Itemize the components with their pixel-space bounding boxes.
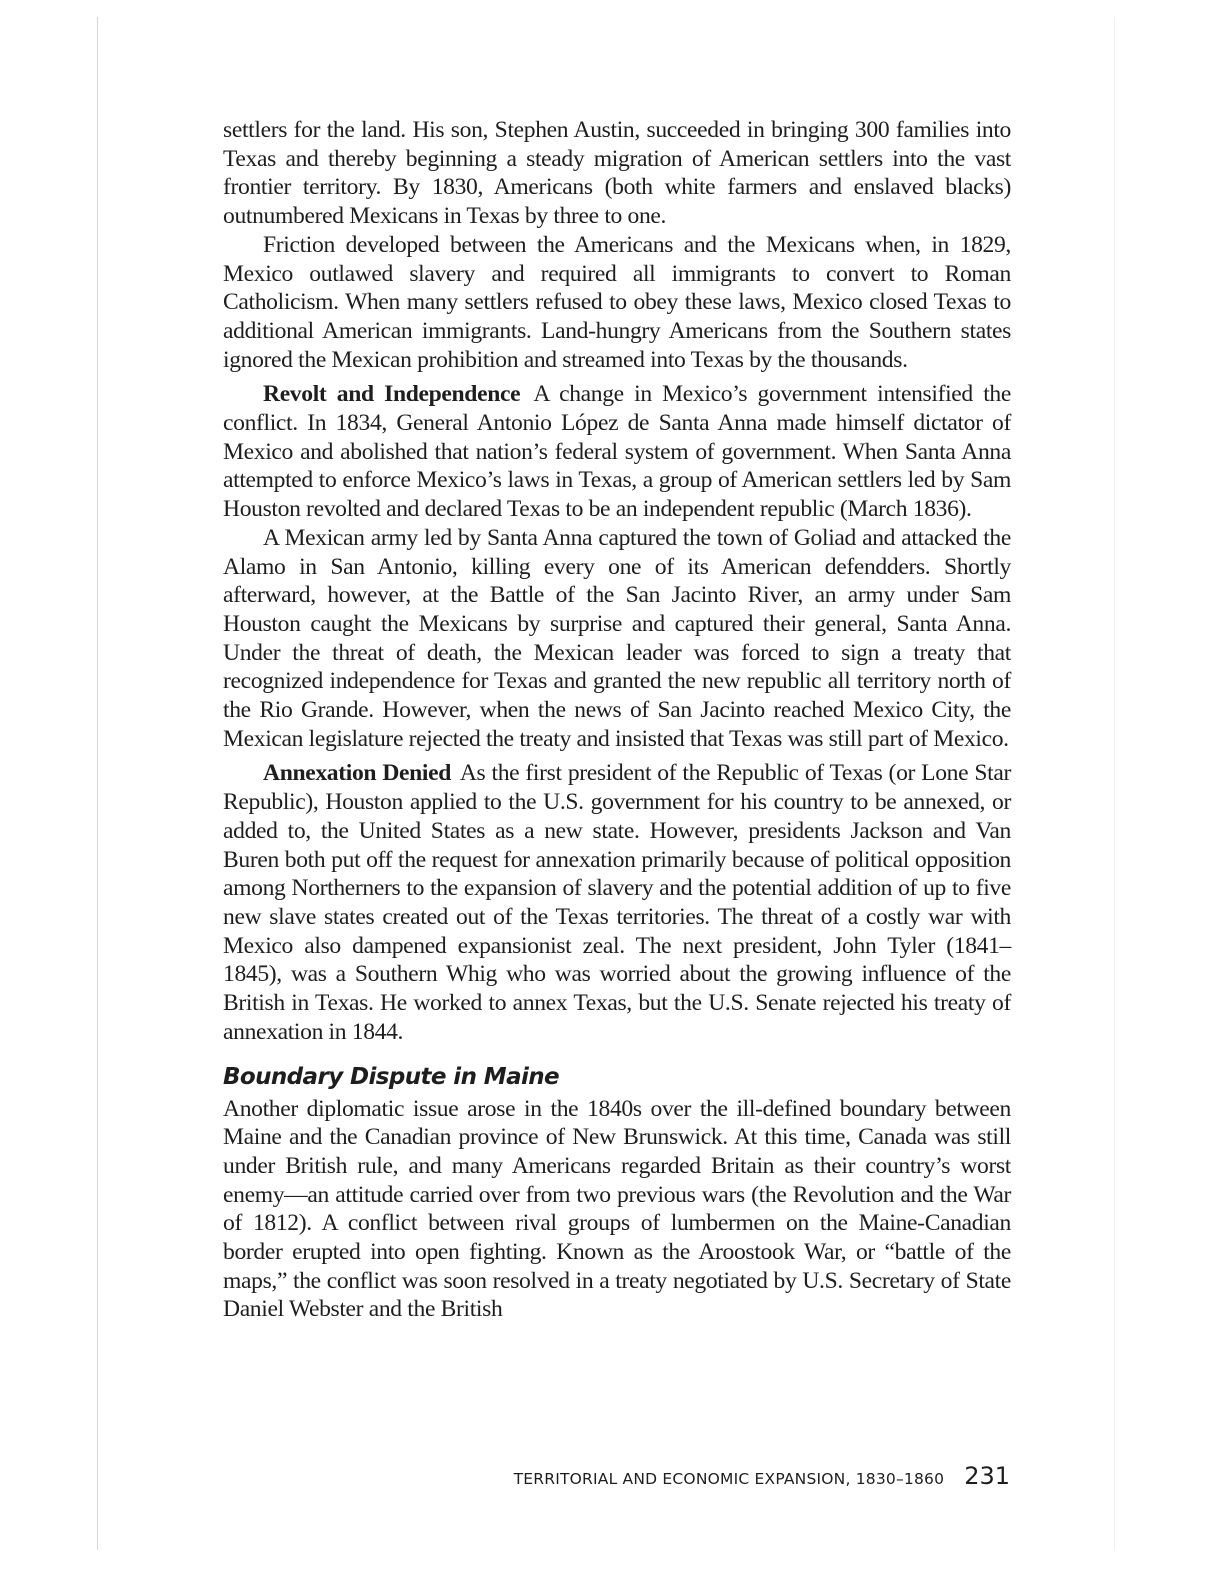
body-text <box>223 116 1011 1324</box>
section-heading: Boundary Dispute in Maine <box>223 1063 560 1090</box>
paragraph-text: As the first president of the Republic of Texas (or Lone Star Republic), Houston applied to the U.S. government for his country to be annexed, or added to, the United States as a new state. However, presidents Jackson and Van Buren both put off the request for annexation primarily because of political opposition among Northerners to the expansion of slavery and the potential addition of up to five new slave states created out of the Texas territories. The threat of a costly war with Mexico also dampened expansionist zeal. The next president, John Tyler (1841–1845), was a Southern Whig who was worried about the growing influence of the British in Texas. He worked to annex Texas, but the U.S. Senate rejected his treaty of annexation in 1844. <box>223 760 1011 1045</box>
paragraph <box>223 1095 1011 1325</box>
paragraph <box>223 524 1011 754</box>
paragraph-text: Another diplomatic issue arose in the 1840s over the ill-defined boundary between Maine and the Canadian province of New Brunswick. At this time, Canada was still under British rule, and many Americans regarded Britain as their country’s worst enemy—an attitude carried over from two previous wars (the Revolution and the War of 1812). A conflict between rival groups of lumbermen on the Maine-Canadian border erupted into open fighting. Known as the Aroostook War, or “battle of the maps,” the conflict was soon resolved in a treaty negotiated by U.S. Secretary of State Daniel Webster and the British <box>223 1095 1011 1323</box>
paragraph-text: A change in Mexico’s government intensified the conflict. In 1834, General Antonio López de Santa Anna made himself dictator of Mexico and abolished that nation’s federal system of government. When Santa Anna attempted to enforce Mexico’s laws in Texas, a group of American settlers led by Sam Houston revolted and declared Texas to be an independent republic (March 1836). <box>223 381 1012 523</box>
page-footer <box>514 1462 1010 1490</box>
running-head: TERRITORIAL AND ECONOMIC EXPANSION, 1830–1860 <box>513 1470 945 1488</box>
paragraph <box>223 231 1011 375</box>
paragraph-text: settlers for the land. His son, Stephen Austin, succeeded in bringing 300 families into Texas and thereby beginning a steady migration of American settlers into the vast frontier territory. By 1830, Americans (both white farmers and enslaved blacks) outnumbered Mexicans in Texas by three to one. <box>223 117 1011 230</box>
paragraph <box>223 759 1011 1046</box>
page-number: 231 <box>964 1462 1010 1490</box>
paragraph-text: Friction developed between the Americans and the Mexicans when, in 1829, Mexico outlawed slavery and required all immigrants to convert to Roman Catholicism. When many settlers refused to obey these laws, Mexico closed Texas to additional American immigrants. Land-hungry Americans from the Southern states ignored the Mexican prohibition and streamed into Texas by the thousands. <box>223 231 1011 373</box>
page-edge-left <box>97 17 98 1550</box>
page-edge-right <box>1114 17 1115 1550</box>
runin-heading: Revolt and Independence <box>263 381 521 408</box>
paragraph-text: A Mexican army led by Santa Anna captured the town of Goliad and attacked the Alamo in San Antonio, killing every one of its American defendders. Shortly afterward, however, at the Battle of the San Jacinto River, an army under Sam Houston caught the Mexicans by surprise and captured their general, Santa Anna. Under the threat of death, the Mexican leader was forced to sign a treaty that recognized independence for Texas and granted the new republic all territory north of the Rio Grande. However, when the news of San Jacinto reached Mexico City, the Mexican legislature rejected the treaty and insisted that Texas was still part of Mexico. <box>223 524 1011 752</box>
paragraph <box>223 116 1011 231</box>
paragraph <box>223 380 1011 524</box>
runin-heading: Annexation Denied <box>263 760 451 787</box>
